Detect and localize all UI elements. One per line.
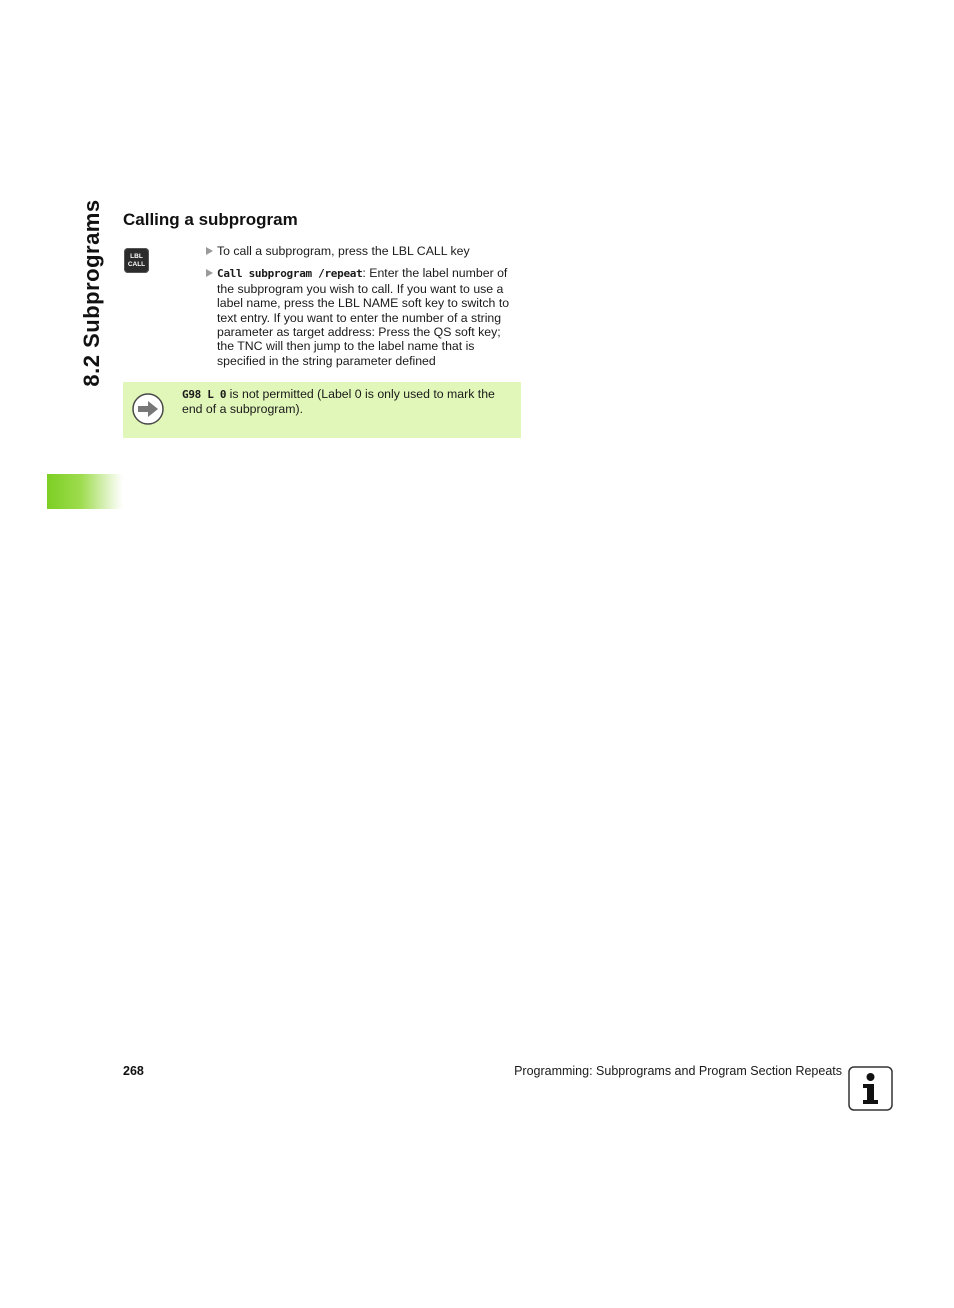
step-text: To call a subprogram, press the LBL CALL key <box>217 244 470 258</box>
chapter-section-title-text: 8.2 Subprograms <box>79 199 104 387</box>
arrow-right-icon <box>132 393 164 425</box>
note-box <box>123 382 521 438</box>
instruction-step <box>204 266 520 368</box>
instruction-step <box>204 244 520 258</box>
page-number: 268 <box>123 1064 144 1078</box>
step-code: Call subprogram /repeat <box>217 267 363 281</box>
info-icon <box>848 1066 893 1111</box>
step-arrow-icon <box>206 269 213 277</box>
chapter-section-title <box>79 199 105 387</box>
step-text: : Enter the label number of the subprogram you wish to call. If you want to use a label name, press the LBL NAME soft key to switch to text entry. If you want to enter the number of a string parameter as target address: Press the QS soft key; the TNC will then jump to the label name that is specified in the string parameter defined <box>217 266 510 368</box>
chapter-tab-marker <box>47 474 123 509</box>
section-heading: Calling a subprogram <box>123 210 298 229</box>
step-arrow-icon <box>206 247 213 255</box>
footer-chapter-title: Programming: Subprograms and Program Section Repeats <box>514 1064 842 1078</box>
key-label-line1: LBL <box>130 252 143 260</box>
note-text <box>182 387 514 417</box>
instruction-steps <box>204 244 520 376</box>
note-body: is not permitted (Label 0 is only used to mark the end of a subprogram). <box>182 387 495 417</box>
key-label-line2: CALL <box>127 260 146 268</box>
lbl-call-key-icon <box>124 248 149 273</box>
note-code: G98 L 0 <box>182 388 227 401</box>
